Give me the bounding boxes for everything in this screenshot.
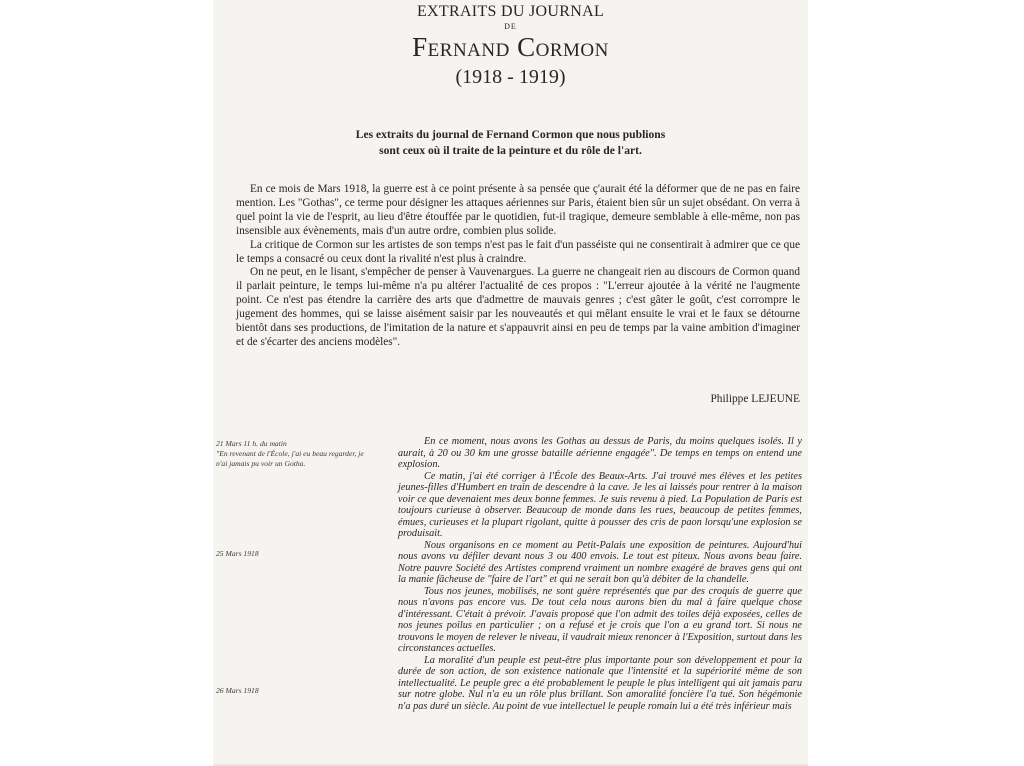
margin-date: 25 Mars 1918	[216, 549, 259, 558]
margin-date: 21 Mars 11 h. du matin	[216, 439, 287, 448]
header-years: (1918 - 1919)	[455, 66, 566, 88]
author-name: Fernand Cormon	[412, 32, 609, 62]
journal-page	[213, 0, 808, 766]
diary-entry: En ce moment, nous avons les Gothas au dessus de Paris, du moins quelques isolés. Il y aurait, à 20 ou 30 km une grosse bataille aérienne engagée". De temps en temps on entend une explosion.	[398, 436, 802, 470]
intro-line-1: Les extraits du journal de Fernand Cormon que nous publions	[355, 128, 666, 141]
diary-entry: Ce matin, j'ai été corriger à l'École des Beaux-Arts. J'ai trouvé mes élèves et les petites jeunes-filles d'Humbert en train de descendre à la cave. Je les ai laissés pour rentrer à la maison voir ce que devenaient mes deux bonne femmes. Je suis revenu à pied. La Population de Paris est toujours curieuse à observer. Beaucoup de monde dans les rues, beaucoup de petites femmes, émues, curieuses et la plupart rigolant, quitte à pousser des cris de paon lorsqu'une explosion se produisait.	[398, 470, 802, 539]
diary-text	[398, 436, 802, 712]
intro-block	[213, 127, 808, 159]
preface-paragraph: La critique de Cormon sur les artistes de son temps n'est pas le fait d'un passéiste qui ne consentirait à admirer que ce que le temps a consacré ou ceux dont la rivalité n'est plus à craindre.	[236, 238, 800, 265]
header-title: EXTRAITS DU JOURNAL	[416, 3, 605, 20]
header-de: DE	[504, 22, 517, 31]
diary-entry: La moralité d'un peuple est peut-être plus importante pour son développement et pour la durée de son action, de son existence nationale que l'intensité et la supériorité même de son intellectualité. Le peuple grec a été probablement le peuple le plus intelligent qui ait jamais paru sur notre globe. Nul n'a eu un rôle plus brillant. Son amoralité foncière l'a tué. Son hégémonie n'a pas duré un siècle. Au point de vue intellectuel le peuple romain lui a été très inférieur mais	[398, 654, 802, 712]
preface-text	[236, 183, 800, 350]
diary-entry: Nous organisons en ce moment au Petit-Palais une exposition de peintures. Aujourd'hui nous avons vu défiler devant nous 3 ou 400 envois. Le tout est piteux. Nous avons beau faire. Notre pauvre Société des Artistes comprend vraiment un nombre exagéré de braves gens qui ont la manie fâcheuse de "faire de l'art" et qui ne serait bon qu'à débiter de la chandelle.	[398, 539, 802, 585]
signature: Philippe LEJEUNE	[710, 393, 800, 405]
margin-quote: "En revenant de l'École, j'ai eu beau regarder, je n'ai jamais pu voir un Gotha.	[216, 449, 364, 468]
margin-date: 26 Mars 1918	[216, 686, 259, 695]
diary-entry: Tous nos jeunes, mobilisés, ne sont guère représentés que par des croquis de guerre que nous n'avons pas encore vus. De tout cela nous aurons bien du mal à faire quelque chose d'intéressant. C'était à prévoir. J'avais proposé que l'on admit des toiles déjà exposées, celles de nos jeunes poilus en particulier ; on a refusé et je crois que l'on a eu grand tort. Si nous ne trouvons le moyen de relever le niveau, il vaudrait mieux renoncer à l'Exposition, surtout dans les circonstances actuelles.	[398, 585, 802, 654]
preface-paragraph: En ce mois de Mars 1918, la guerre est à ce point présente à sa pensée que ç'aurait été la déformer que de ne pas en faire mention. Les "Gothas", ce terme pour désigner les attaques aériennes sur Paris, étaient bien sûr un sujet obsédant. On verra à quel point la vie de l'esprit, au lieu d'être étouffée par le quotidien, fut-il tragique, demeure semblable à elle-même, non pas insensible aux évènements, mais d'un autre ordre, combien plus solide.	[236, 183, 800, 237]
intro-line-2: sont ceux où il traite de la peinture et du rôle de l'art.	[379, 144, 642, 157]
preface-paragraph: On ne peut, en le lisant, s'empêcher de penser à Vauvenargues. La guerre ne changeait rien au discours de Cormon quand il parlait peinture, le temps lui-même n'a pu altérer l'actualité de ces propos : "L'erreur ajoutée à la vérité ne l'augmente point. Ce n'est pas étendre la carrière des arts que d'admettre de mauvais genres ; c'est gâter le goût, c'est corrompre le jugement des hommes, qui se laisse aisément saisir par les nouveautés et qui mêlant ensuite le vrai et le faux se détourne bientôt dans ses productions, de l'imitation de la nature et s'appauvrit ainsi en peu de temps par la vaine ambition d'imaginer et de s'écarter des anciens modèles".	[236, 266, 800, 348]
